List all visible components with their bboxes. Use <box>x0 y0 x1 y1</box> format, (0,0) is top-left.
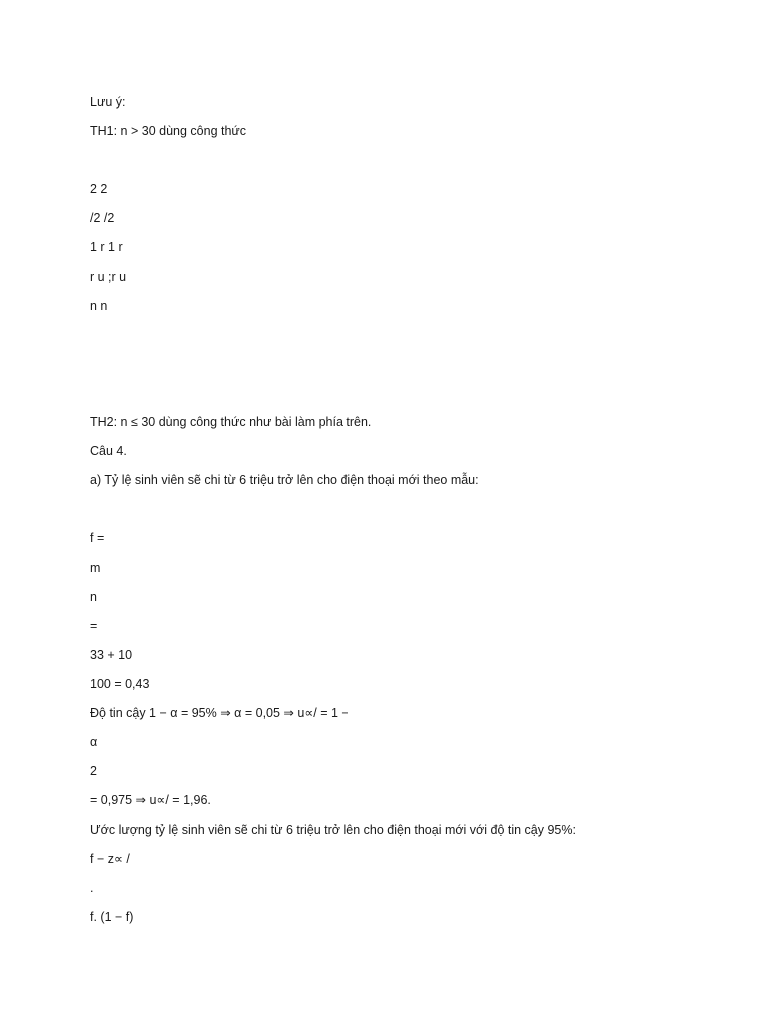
formula-fragment: 1 r 1 r <box>90 240 123 254</box>
formula-fragment: m <box>90 561 101 575</box>
formula-fragment: . <box>90 881 94 895</box>
formula-fragment: /2 /2 <box>90 211 115 225</box>
formula-fragment: = 0,975 ⇒ u∝/ = 1,96. <box>90 793 211 807</box>
part-a-text: a) Tỷ lệ sinh viên sẽ chi từ 6 triệu trở lên cho điện thoại mới theo mẫu: <box>90 473 479 487</box>
formula-fragment: f − z∝ / <box>90 852 130 866</box>
confidence-text: Độ tin cậy 1 − α = 95% ⇒ α = 0,05 ⇒ u∝/ = 1 − <box>90 706 349 720</box>
note-heading: Lưu ý: <box>90 95 126 109</box>
formula-fragment: α <box>90 735 98 749</box>
formula-fragment: f. (1 − f) <box>90 910 134 924</box>
estimate-text: Ước lượng tỷ lệ sinh viên sẽ chi từ 6 triệu trở lên cho điện thoại mới với độ tin cậy 95%: <box>90 823 576 837</box>
formula-fragment: 100 = 0,43 <box>90 677 150 691</box>
formula-fragment: n <box>90 590 97 604</box>
case-one-text: TH1: n > 30 dùng công thức <box>90 124 247 138</box>
formula-fragment: 2 2 <box>90 182 108 196</box>
formula-fragment: f = <box>90 531 105 545</box>
formula-fragment: n n <box>90 299 108 313</box>
formula-fragment: 33 + 10 <box>90 648 133 662</box>
question-heading: Câu 4. <box>90 444 127 458</box>
formula-fragment: = <box>90 619 98 633</box>
formula-fragment: r u ;r u <box>90 270 127 284</box>
case-two-text: TH2: n ≤ 30 dùng công thức như bài làm phía trên. <box>90 415 372 429</box>
formula-fragment: 2 <box>90 764 97 778</box>
